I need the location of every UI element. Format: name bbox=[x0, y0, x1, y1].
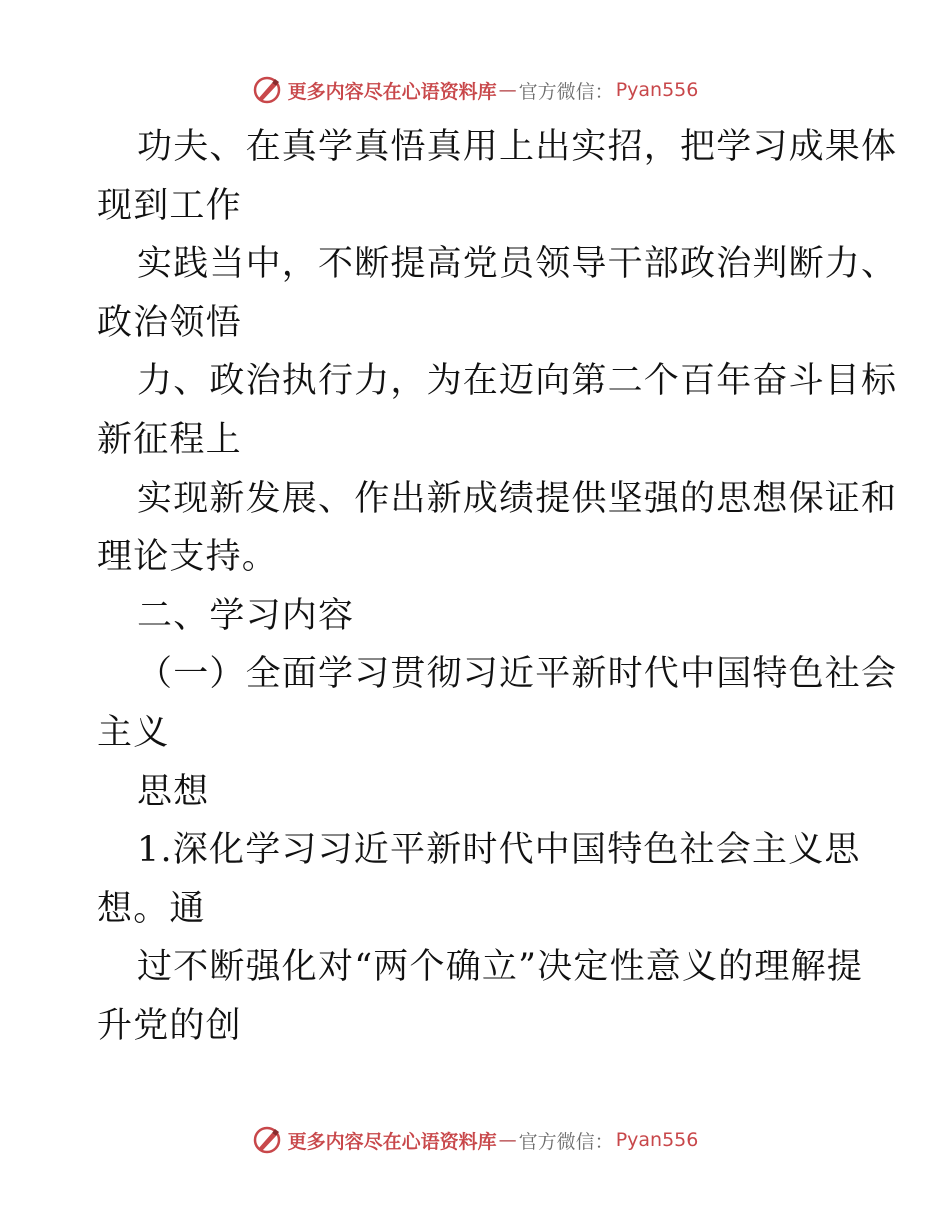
text-line: 想。通 bbox=[97, 888, 206, 929]
text-line: 功夫、在真学真悟真用上出实招，把学习成果体 bbox=[137, 127, 898, 167]
pen-logo-icon bbox=[252, 75, 282, 105]
text-line: 理论支持。 bbox=[97, 537, 279, 578]
text-line: 主义 bbox=[97, 712, 170, 753]
pen-logo-icon bbox=[252, 1125, 282, 1155]
watermark-separator: — bbox=[498, 1129, 517, 1151]
watermark-wechat-label: 官方微信： bbox=[518, 1130, 614, 1153]
watermark-wechat-label: 官方微信： bbox=[518, 80, 614, 103]
text-line: 过不断强化对“两个确立”决定性意义的理解提 bbox=[137, 947, 863, 988]
watermark-brand: 更多内容尽在心语资料库 bbox=[287, 1130, 497, 1153]
header-watermark bbox=[0, 70, 950, 110]
footer-watermark bbox=[0, 1120, 950, 1160]
text-line: 新征程上 bbox=[97, 419, 242, 460]
watermark-wechat-id: Pyan556 bbox=[615, 79, 699, 101]
text-line: 政治领悟 bbox=[97, 302, 242, 343]
subsection-heading: （一）全面学习贯彻习近平新时代中国特色社会 bbox=[137, 654, 898, 695]
watermark-brand: 更多内容尽在心语资料库 bbox=[287, 80, 497, 103]
watermark-wechat-id: Pyan556 bbox=[615, 1129, 699, 1151]
text-line: 思想 bbox=[137, 771, 210, 812]
text-line: 力、政治执行力，为在迈向第二个百年奋斗目标 bbox=[137, 361, 898, 402]
text-line: 实现新发展、作出新成绩提供坚强的思想保证和 bbox=[137, 478, 898, 519]
text-line: 1.深化学习习近平新时代中国特色社会主义思 bbox=[137, 830, 861, 871]
text-line: 实践当中，不断提高党员领导干部政治判断力、 bbox=[137, 244, 898, 285]
document-body bbox=[97, 118, 898, 1056]
watermark-separator: — bbox=[498, 79, 517, 101]
text-line: 现到工作 bbox=[97, 185, 242, 226]
section-heading: 二、学习内容 bbox=[137, 595, 355, 636]
text-line: 升党的创 bbox=[97, 1005, 242, 1046]
